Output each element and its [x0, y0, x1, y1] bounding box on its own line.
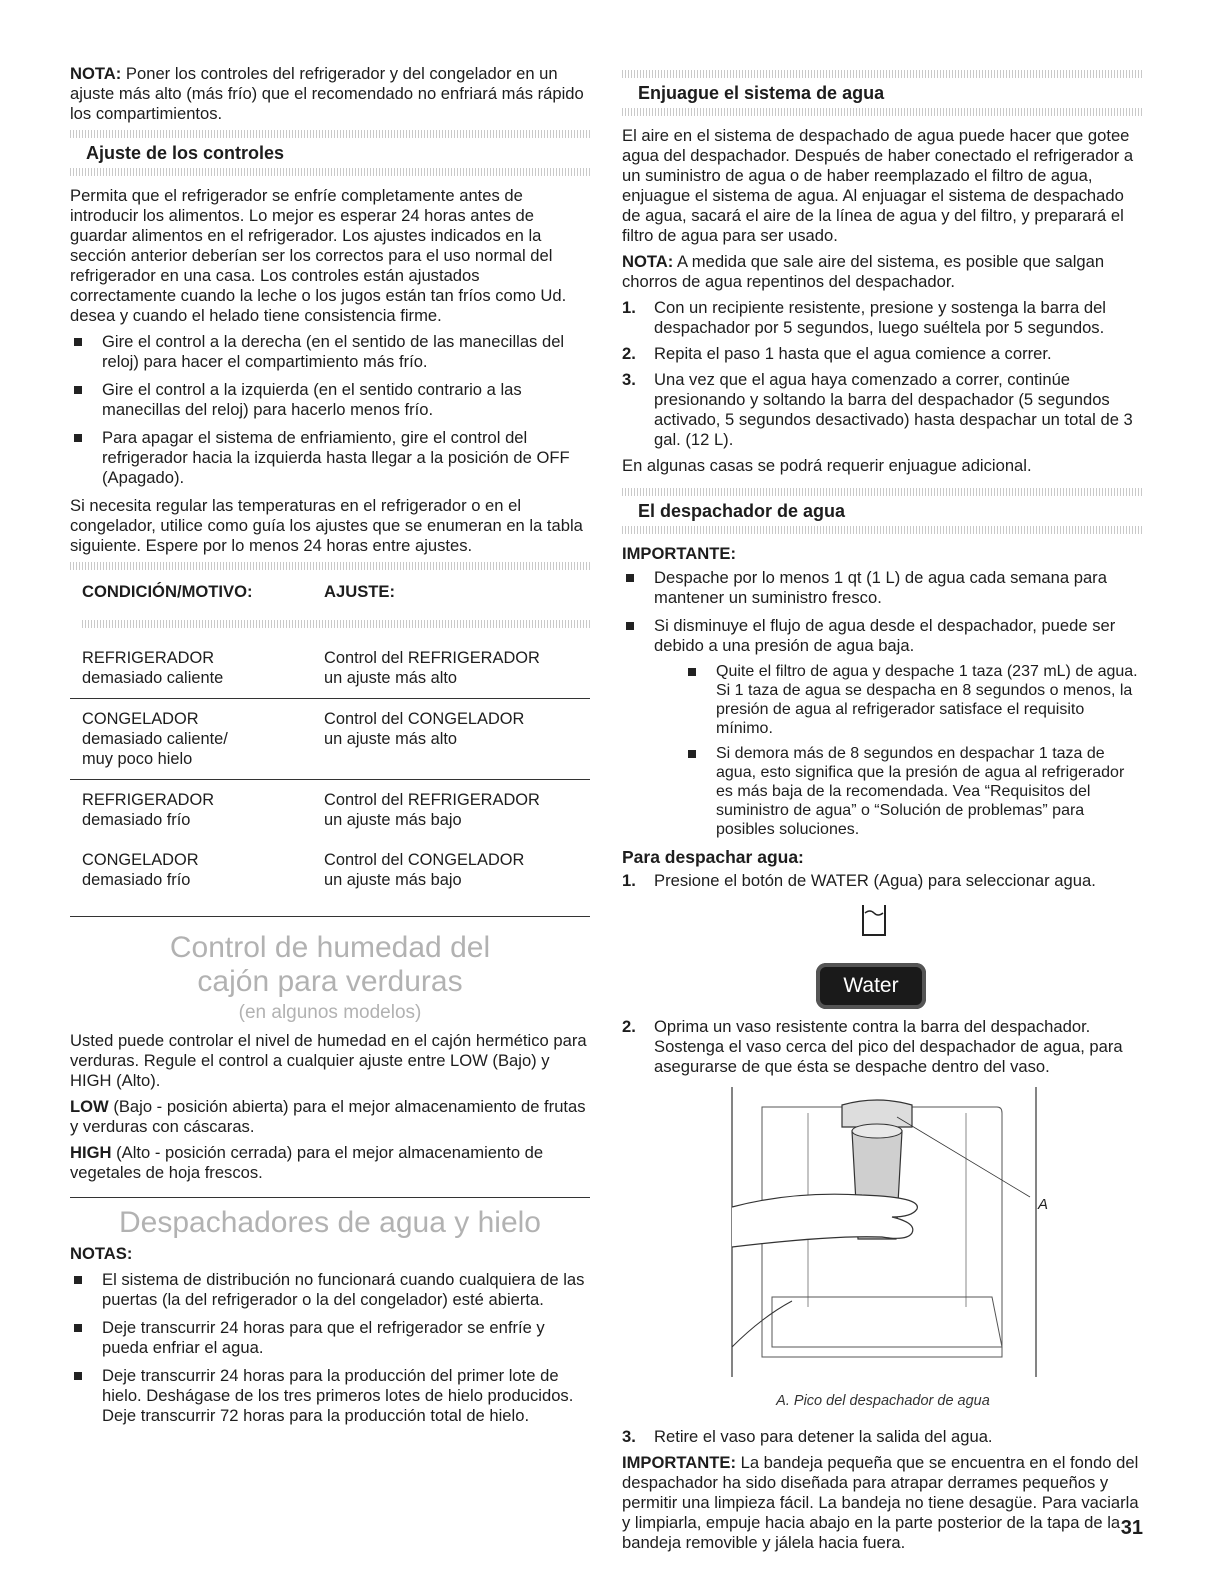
list-item [622, 370, 1144, 450]
hatch-divider [622, 70, 1144, 78]
hatch-divider [70, 562, 590, 570]
ajuste-paragraph: Permita que el refrigerador se enfríe completamente antes de introducir los alimentos. Lo mejor es esperar 24 horas antes de guardar alimentos en el refrigerador. Los ajustes indicados en la sección anterior deberían ser los correctos para el uso normal del refrigerador en una casa. Los controles están ajustados correctamente cuando la leche o los jugos están tan fríos como Ud. desea y cuando el helado tiene consistencia firme. [70, 186, 567, 325]
humedad-title-line-2: cajón para verduras [197, 965, 463, 998]
cell-text: REFRIGERADOR demasiado frío [82, 791, 215, 829]
step-text: Con un recipiente resistente, presione y sostenga la barra del despachador por 5 segundos, luego suéltela por 5 segundos. [654, 298, 1106, 337]
hatch-divider [622, 108, 1144, 116]
hatch-divider [82, 620, 590, 628]
humedad-title [70, 931, 590, 999]
right-column [622, 64, 1144, 1559]
nota-text: A medida que sale aire del sistema, es posible que salgan chorros de agua repentinos del despachador. [622, 252, 1105, 291]
ajuste-section-header [70, 130, 590, 176]
notas-label: NOTAS: [70, 1244, 133, 1263]
list-item: Despache por lo menos 1 qt (1 L) de agua cada semana para mantener un suministro fresco. [622, 568, 1144, 608]
step-text: Retire el vaso para detener la salida del agua. [654, 1427, 993, 1446]
list-item [622, 871, 1144, 891]
dispenser-figure [622, 1087, 1144, 1387]
list-item: Si demora más de 8 segundos en despachar 1 taza de agua, esto significa que la presión de agua al refrigerador es más baja de la recomendada. Vea “Requisitos del suministro de agua” o “Solución de problemas” para posibles soluciones. [684, 744, 1144, 839]
low-text: (Bajo - posición abierta) para el mejor almacenamiento de frutas y verduras con cáscaras. [70, 1097, 586, 1136]
table-header-condition: CONDICIÓN/MOTIVO: [70, 579, 312, 610]
list-item: Deje transcurrir 24 horas para que el refrigerador se enfríe y pueda enfriar el agua. [70, 1318, 590, 1358]
list-item-text: Si disminuye el flujo de agua desde el despachador, puede ser debido a una presión de agua baja. [654, 616, 1116, 655]
hatch-divider [70, 130, 590, 138]
humedad-subtitle: (en algunos modelos) [238, 1002, 422, 1023]
importante-label: IMPORTANTE: [622, 544, 736, 563]
nota-label: NOTA: [622, 252, 674, 271]
cell-text: CONGELADOR demasiado frío [82, 851, 199, 889]
humedad-paragraph: Usted puede controlar el nivel de humedad en el cajón hermético para verduras. Regule el control a cualquier ajuste entre LOW (Bajo) y HIGH (Alto). [70, 1031, 587, 1090]
step-text: Una vez que el agua haya comenzado a correr, continúe presionando y soltando la barra del despachador (5 segundos activado, 5 segundos desactivado) hasta despachar un total de 3 gal. (12 L). [654, 370, 1133, 449]
importante2-label: IMPORTANTE: [622, 1453, 736, 1472]
page-number: 31 [1120, 1517, 1143, 1539]
cell-text: CONGELADOR demasiado caliente/ muy poco hielo [82, 710, 228, 768]
note-text: Poner los controles del refrigerador y del congelador en un ajuste más alto (más frío) que el recomendado no enfriará más rápido los compartimientos. [70, 64, 584, 123]
regular-paragraph: Si necesita regular las temperaturas en el refrigerador o en el congelador, utilice como guía los ajustes que se enumeran en la tabla siguiente. Espere por lo menos 24 horas entre ajustes. [70, 496, 583, 555]
list-item: Gire el control a la izquierda (en el sentido contrario a las manecillas del reloj) para hacerlo menos frío. [70, 380, 590, 420]
table-row [70, 840, 590, 917]
low-label: LOW [70, 1097, 109, 1116]
enjuague-heading: Enjuague el sistema de agua [638, 83, 885, 103]
step-number: 3. [622, 1427, 636, 1446]
note-label: NOTA: [70, 64, 122, 83]
despachar-steps-3 [622, 1427, 1144, 1447]
table-cell [312, 638, 590, 699]
figure-caption: A. Pico del despachador de agua [776, 1393, 990, 1409]
table-cell [70, 638, 312, 699]
despachar-steps-2 [622, 1017, 1144, 1077]
enjuague-extra: En algunas casas se podrá requerir enjuague adicional. [622, 456, 1032, 475]
high-paragraph [70, 1143, 590, 1183]
hatch-divider [622, 526, 1144, 534]
table-cell [312, 840, 590, 917]
enjuague-steps [622, 298, 1144, 450]
despachador-section-header [622, 488, 1144, 534]
hatch-divider [70, 168, 590, 176]
nota-paragraph [622, 252, 1144, 292]
despachar-steps-1 [622, 871, 1144, 891]
list-item: El sistema de distribución no funcionará cuando cualquiera de las puertas (la del refrigerador o la del congelador) esté abierta. [70, 1270, 590, 1310]
humedad-title-line-1: Control de humedad del [169, 931, 491, 964]
list-item: Gire el control a la derecha (en el sentido de las manecillas del reloj) para hacer el compartimiento más frío. [70, 332, 590, 372]
step-text: Repita el paso 1 hasta que el agua comience a correr. [654, 344, 1052, 363]
high-label: HIGH [70, 1143, 112, 1162]
settings-table [70, 576, 590, 917]
figure-callout-a: A [1038, 1196, 1049, 1213]
ajuste-heading: Ajuste de los controles [86, 143, 285, 163]
list-item [622, 616, 1144, 839]
importante2-paragraph [622, 1453, 1144, 1553]
list-item: Para apagar el sistema de enfriamiento, gire el control del refrigerador hacia la izquierda hasta llegar a la posición de OFF (Apagado). [70, 428, 590, 488]
water-button-figure [622, 897, 1144, 1017]
step-number: 2. [622, 1017, 636, 1036]
despachador-heading: El despachador de agua [638, 501, 846, 521]
cell-text: Control del CONGELADOR un ajuste más bajo [324, 851, 525, 889]
list-item [622, 298, 1144, 338]
step-text: Presione el botón de WATER (Agua) para seleccionar agua. [654, 871, 1096, 890]
enjuague-section-header [622, 70, 1144, 116]
cell-text: Control del CONGELADOR un ajuste más alto [324, 710, 525, 748]
list-item [622, 1017, 1144, 1077]
list-item [622, 344, 1144, 364]
table-row [70, 638, 590, 699]
high-text: (Alto - posición cerrada) para el mejor almacenamiento de vegetales de hoja frescos. [70, 1143, 544, 1182]
note-paragraph [70, 64, 590, 124]
cell-text: Control del REFRIGERADOR un ajuste más bajo [324, 791, 540, 829]
dispensers-title: Despachadores de agua y hielo [119, 1206, 541, 1239]
step-number: 1. [622, 298, 636, 317]
table-row [70, 699, 590, 780]
table-cell [70, 699, 312, 780]
dispenser-illustration [712, 1087, 1082, 1387]
table-cell [312, 780, 590, 841]
section-rule [70, 1197, 590, 1198]
table-cell [312, 699, 590, 780]
table-row [70, 780, 590, 841]
glass-icon [860, 901, 888, 939]
step-text: Oprima un vaso resistente contra la barra del despachador. Sostenga el vaso cerca del pico del despachador de agua, para asegurarse de que ésta se despache dentro del vaso. [654, 1017, 1123, 1076]
low-paragraph [70, 1097, 590, 1137]
step-number: 3. [622, 370, 636, 389]
notas-bullet-list [70, 1270, 590, 1426]
step-number: 1. [622, 871, 636, 890]
ajuste-bullet-list [70, 332, 590, 488]
importante2-text: La bandeja pequeña que se encuentra en el fondo del despachador ha sido diseñada para atrapar derrames pequeños y permitir una limpieza fácil. La bandeja no tiene desagüe. Para vaciarla y limpiarla, empuje hacia abajo en la parte posterior de la tapa de la bandeja removible y jálela hacia fuera. [622, 1453, 1139, 1552]
step-number: 2. [622, 344, 636, 363]
cell-text: REFRIGERADOR demasiado caliente [82, 649, 224, 687]
table-header-setting: AJUSTE: [312, 579, 590, 610]
list-item [622, 1427, 1144, 1447]
list-item: Quite el filtro de agua y despache 1 taza (237 mL) de agua. Si 1 taza de agua se despacha en 8 segundos o menos, la presión de agua al refrigerador satisface el requisito mínimo. [684, 662, 1144, 738]
para-despachar-label: Para despachar agua: [622, 847, 804, 867]
table-cell [70, 840, 312, 917]
hatch-divider [622, 488, 1144, 496]
sub-bullet-list [684, 662, 1144, 839]
list-item: Deje transcurrir 24 horas para la producción del primer lote de hielo. Deshágase de los tres primeros lotes de hielo producidos. Deje transcurrir 72 horas para la producción total de hielo. [70, 1366, 590, 1426]
enjuague-paragraph: El aire en el sistema de despachado de agua puede hacer que gotee agua del despachador. Después de haber conectado el refrigerador a un suministro de agua o de haber reemplazado el filtro de agua, enjuague el sistema de agua. Al enjuagar el sistema de despachado de agua, sacará el aire de la línea de agua y del filtro, y preparará el filtro de agua para ser usado. [622, 126, 1134, 245]
water-button[interactable]: Water [816, 963, 926, 1009]
left-column [70, 64, 590, 1434]
table-cell [70, 780, 312, 841]
cell-text: Control del REFRIGERADOR un ajuste más alto [324, 649, 540, 687]
importante-bullet-list [622, 568, 1144, 839]
